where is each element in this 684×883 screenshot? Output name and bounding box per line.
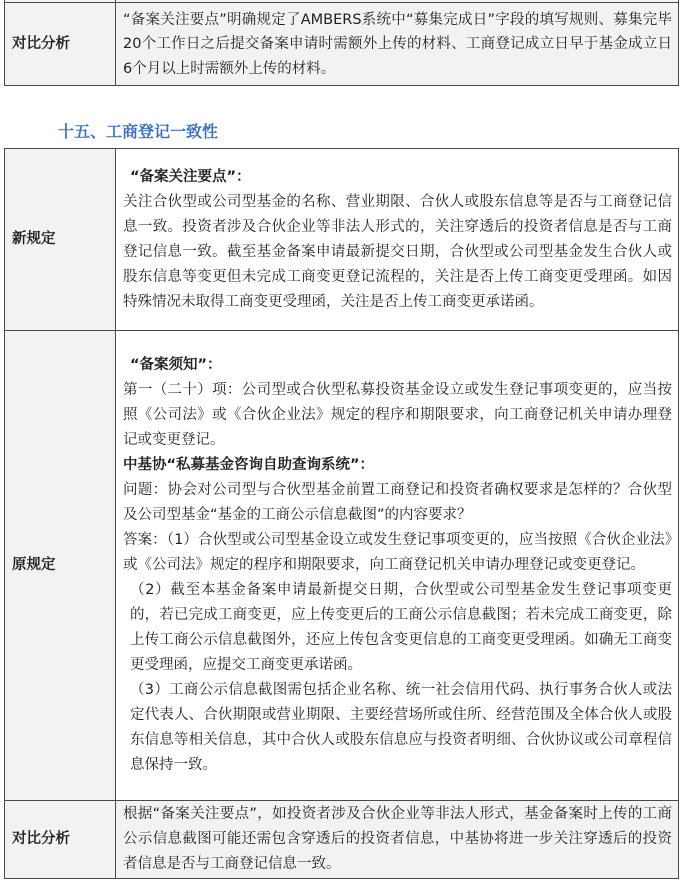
- old-rule-question: 问题：协会对公司型与合伙型基金前置工商登记和投资者确权要求是怎样的？合伙型及公司型基金“基金的工商公示信息截图”的内容要求？: [123, 482, 672, 523]
- new-rule-cell: [116, 149, 679, 331]
- old-rule-heading-2: 中基协“私募基金咨询自助查询系统”：: [123, 457, 375, 473]
- section-title: 十五、工商登记一致性: [58, 122, 219, 141]
- analysis-row: [5, 801, 679, 879]
- top-analysis-row: [5, 3, 679, 86]
- top-analysis-cell: [116, 3, 679, 86]
- old-rule-label: 原规定: [5, 331, 116, 801]
- old-rule-answer-2: （2）截至本基金备案申请最新提交日期，合伙型或公司型基金发生登记事项变更的，若已完成工商变更，应上传变更后的工商公示信息截图；若未完成工商变更，除上传工商公示信息截图外，还应上传包含变更信息的工商变更受理函。如确无工商变更受理函，应提交工商变更承诺函。: [130, 582, 672, 673]
- new-rule-row: [5, 149, 679, 331]
- top-analysis-text: “备案关注要点”明确规定了AMBERS系统中“募集完成日”字段的填写规则、募集完毕20个工作日之后提交备案申请时需额外上传的材料、工商登记成立日早于基金成立日6个月以上时需额外上传的材料。: [123, 11, 672, 77]
- old-rule-item-20: 第一（二十）项：公司型或合伙型私募投资基金设立或发生登记事项变更的，应当按照《公司法》或《合伙企业法》规定的程序和期限要求，向工商登记机关申请办理登记或变更登记。: [123, 382, 672, 448]
- new-rule-label: 新规定: [5, 149, 116, 331]
- old-rule-answer-3: （3）工商公示信息截图需包括企业名称、统一社会信用代码、执行事务合伙人或法定代表人、合伙期限或营业期限、主要经营场所或住所、经营范围及全体合伙人或股东信息等相关信息，其中合伙人或股东信息应与投资者明细、合伙协议或公司章程信息保持一致。: [130, 682, 672, 773]
- old-rule-heading-1: “备案须知”：: [130, 357, 222, 373]
- previous-section-table: [4, 0, 679, 86]
- old-rule-row: [5, 331, 679, 801]
- top-analysis-label: 对比分析: [5, 3, 116, 86]
- old-rule-cell: [116, 331, 679, 801]
- analysis-label: 对比分析: [5, 801, 116, 879]
- new-rule-text: 关注合伙型或公司型基金的名称、营业期限、合伙人或股东信息等是否与工商登记信息一致。投资者涉及合伙企业等非法人形式的，关注穿透后的投资者信息是否与工商登记信息一致。截至基金备案申请最新提交日期，合伙型或公司型基金发生合伙人或股东信息等变更但未完成工商变更登记流程的，关注是否上传工商变更受理函。如因特殊情况未取得工商变更受理函，关注是否上传工商变更承诺函。: [123, 193, 672, 310]
- new-rule-heading: “备案关注要点”：: [130, 168, 251, 185]
- comparison-table: [4, 148, 679, 879]
- analysis-text: 根据“备案关注要点”，如投资者涉及合伙企业等非法人形式，基金备案时上传的工商公示信息截图可能还需包含穿透后的投资者信息，中基协将进一步关注穿透后的投资者信息是否与工商登记信息一致。: [123, 806, 672, 872]
- old-rule-answer-1: 答案：（1）合伙型或公司型基金设立或发生登记事项变更的，应当按照《合伙企业法》或《公司法》规定的程序和期限要求，向工商登记机关申请办理登记或变更登记。: [123, 532, 672, 573]
- analysis-cell: [116, 801, 679, 879]
